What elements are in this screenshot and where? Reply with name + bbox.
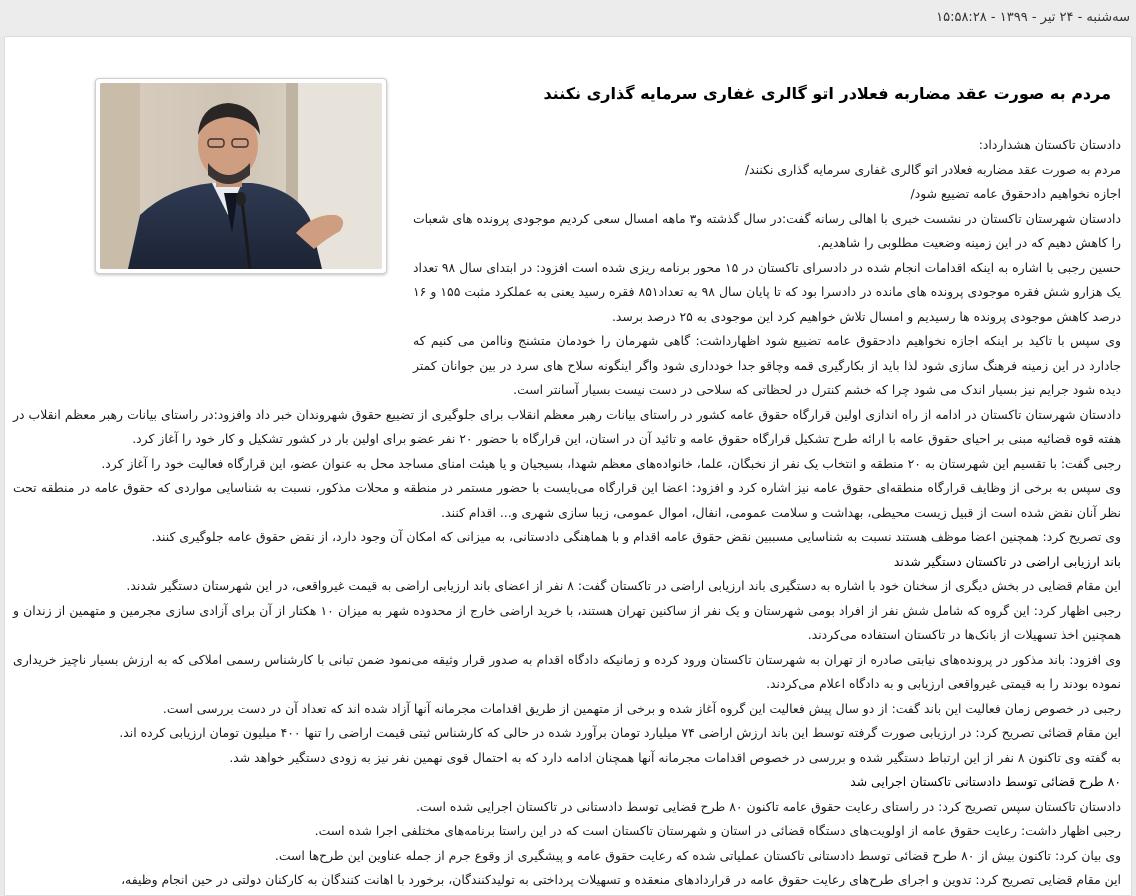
paragraph: دادستان شهرستان تاکستان در نشست خبری با اهالی رسانه گفت:در سال گذشته و۳ ماهه امسال سعی کردیم موجودی پرونده های شعبات را کاهش دهیم که در این زمینه وضعیت مطلوبی را شاهدیم. [413,210,1121,250]
paragraph: رجبی اظهار داشت: رعایت حقوق عامه از اولویت‌های دستگاه قضائی در استان و شهرستان تاکستان است که در این راستا برنامه‌های مختلفی اجرا شده است. [314,823,1121,838]
paragraph: این مقام قضایی در بخش دیگری از سخنان خود با اشاره به دستگیری باند ارزیابی اراضی در تاکستان گفت: ۸ نفر از اعضای باند ارزیابی اراضی به قیمت غیرواقعی، در این شهرستان دستگیر شدند. [126,578,1121,593]
article-title: مردم به صورت عقد مضاربه فعلادر اتو گالری غفاری سرمایه گذاری نکنند [543,84,1111,103]
subheading: ۸۰ طرح قضائی توسط دادستانی تاکستان اجرایی شد [850,774,1121,789]
photo-spacer [13,133,413,361]
paragraph: وی بیان کرد: تاکنون بیش از ۸۰ طرح قضائی توسط دادستانی تاکستان عملیاتی شده که رعایت حقوق عامه و پیشگیری از وقوع جرم از جمله عناوین این طرح‌ها است. [274,847,1121,863]
paragraph: مردم به صورت عقد مضاربه فعلادر اتو گالری غفاری سرمایه گذاری نکنند/ [744,161,1121,177]
paragraph: این مقام قضائی تصریح کرد: در ارزیابی صورت گرفته توسط این باند ارزش اراضی ۷۴ میلیارد تومان برآورد شده در حالی که کارشناس ثبتی قیمت اراضی را تنها ۴۰۰ میلیون تومان ارزیابی کرده اند. [119,725,1121,740]
article-card [4,36,1132,896]
paragraph: وی افزود: باند مذکور در پرونده‌های نیابتی صادره از تهران به شهرستان تاکستان ورود کرده و زمانیکه دادگاه اقدام به صدور قرار وثیقه می‌نمود ضمن تبانی با کارشناس رسمی املاکی که به ارزش بسیار ناچیز خریداری نموده بودند را به قیمتی غیرواقعی ارزیابی و به دادگاه اعلام می‌کردند. [13,651,1121,691]
paragraph: به گفته وی تاکنون ۸ نفر از این ارتباط دستگیر شده و بررسی در خصوص اقدامات مجرمانه آنها همچنان ادامه دارد که به احتمال قوی نهمین نفر نیز به زودی دستگیر خواهد شد. [229,749,1121,765]
paragraph: رجبی اظهار کرد: این گروه که شامل شش نفر از افراد بومی شهرستان و یک نفر از ساکنین تهران هستند، با خرید اراضی خارج از محدوده شهر به میزان ۱۰ هکتار از آن برای آزادی سازی مجرمین و متهمین از زندان و همچنین اخذ تسهیلات از بانک‌ها در تاکستان استفاده می‌کردند. [13,602,1121,642]
article-body [13,133,1121,893]
paragraph: وی سپس با تاکید بر اینکه اجازه نخواهیم دادحقوق عامه تضییع شود اظهارداشت: گاهی شهرمان را خودمان متشنج وناامن می کنیم که جادارد در این زمینه فرهنگ سازی شود لذا باید از بکارگیری قمه وچاقو جدا خودداری شود واگر اینگونه سلاح های سرد در بین جوانان کمتر دیده شود جرایم نیز بسیار اندک می شود چرا که خشم کنترل در لحظاتی که سلاحی در دست نیست بسیار آسانتر است. [413,333,1121,397]
paragraph: دادستان تاکستان سپس تصریح کرد: در راستای رعایت حقوق عامه تاکنون ۸۰ طرح قضایی توسط دادستانی در تاکستان اجرایی شده است. [415,798,1121,814]
paragraph: دادستان شهرستان تاکستان در ادامه از راه اندازی اولین قرارگاه حقوق عامه کشور در راستای بیانات رهبر معظم انقلاب برای جلوگیری از تضییع حقوق شهروندان خبر داد وافزود:در راستای بیانات رهبر معظم انقلاب در هفته قوه قضائیه مبنی بر احیای حقوق عامه با ارائه طرح تشکیل قرارگاه حقوق عامه و تائید آن در استان، این قرارگاه با حضور ۲۰ نفر عضو برای اولین بار در کشور تشکیل و کار خود را آغاز کرد. [13,406,1121,446]
paragraph: اجازه نخواهیم دادحقوق عامه تضییع شود/ [910,186,1121,201]
paragraph: دادستان تاکستان هشدارداد: [978,137,1121,152]
paragraph: این مقام قضایی تصریح کرد: تدوین و اجرای طرح‌های رعایت حقوق عامه در قراردادهای منعقده و تسهیلات پرداختی به تولیدکنندگان، برخورد با اهانت کنندگان به کارکنان دولتی در حین انجام وظیفه، [121,872,1121,887]
subheading: باند ارزیابی اراضی در تاکستان دستگیر شدند [893,553,1121,569]
paragraph: رجبی در خصوص زمان فعالیت این باند گفت: از دو سال پیش فعالیت این گروه آغاز شده و برخی از متهمین از طریق اقدامات مجرمانه آنها آزاد شده اند که تعداد آن در دست بررسی است. [162,700,1121,716]
paragraph: وی سپس به برخی از وظایف قرارگاه منطقه‌ای حقوق عامه نیز اشاره کرد و افزود: اعضا این قرارگاه می‌بایست با حضور مستمر در منطقه و محلات مذکور، نسبت به شناسایی مواردی که حقوق عامه در منطقه تحت نظر آنان نقض شده است از قبیل زیست محیطی، بهداشت و سلامت عمومی، انفال، اموال عمومی، زیبا سازی شهری و... اقدام کنند. [13,480,1121,520]
datetime-bar [0,0,1136,36]
datetime-text: سه‌شنبه - ۲۴ تیر - ۱۳۹۹ - ۱۵:۵۸:۲۸ [936,10,1130,25]
paragraph: وی تصریح کرد: همچنین اعضا موظف هستند نسبت به شناسایی مسببین نقض حقوق عامه اقدام و با هماهنگی دادستانی، به میزانی که امکان آن وجود دارد، از نقض حقوق عامه جلوگیری کنند. [151,529,1121,544]
paragraph: حسین رجبی با اشاره به اینکه اقدامات انجام شده در دادسرای تاکستان در ۱۵ محور برنامه ریزی شده است افزود: در ابتدای سال ۹۸ تعداد یک هزارو شش فقره موجودی پرونده های مانده در دادسرا بود که تا پایان سال ۹۸ به تعداد۸۵۱ فقره رسید یعنی به عملکرد مثبت ۱۵۵ و ۱۶ درصد کاهش موجودی پرونده ها رسیدیم و امسال تلاش خواهیم کرد این موجودی به ۲۵ درصد برسد. [413,259,1121,324]
paragraph: رجبی گفت: با تقسیم این شهرستان به ۲۰ منطقه و انتخاب یک نفر از نخبگان، علما، خانواده‌های معظم شهدا، بسیجیان و یا هیئت امنای مساجد محل به عنوان عضو، این قرارگاه فعالیت خود را آغاز کرد. [101,455,1121,471]
